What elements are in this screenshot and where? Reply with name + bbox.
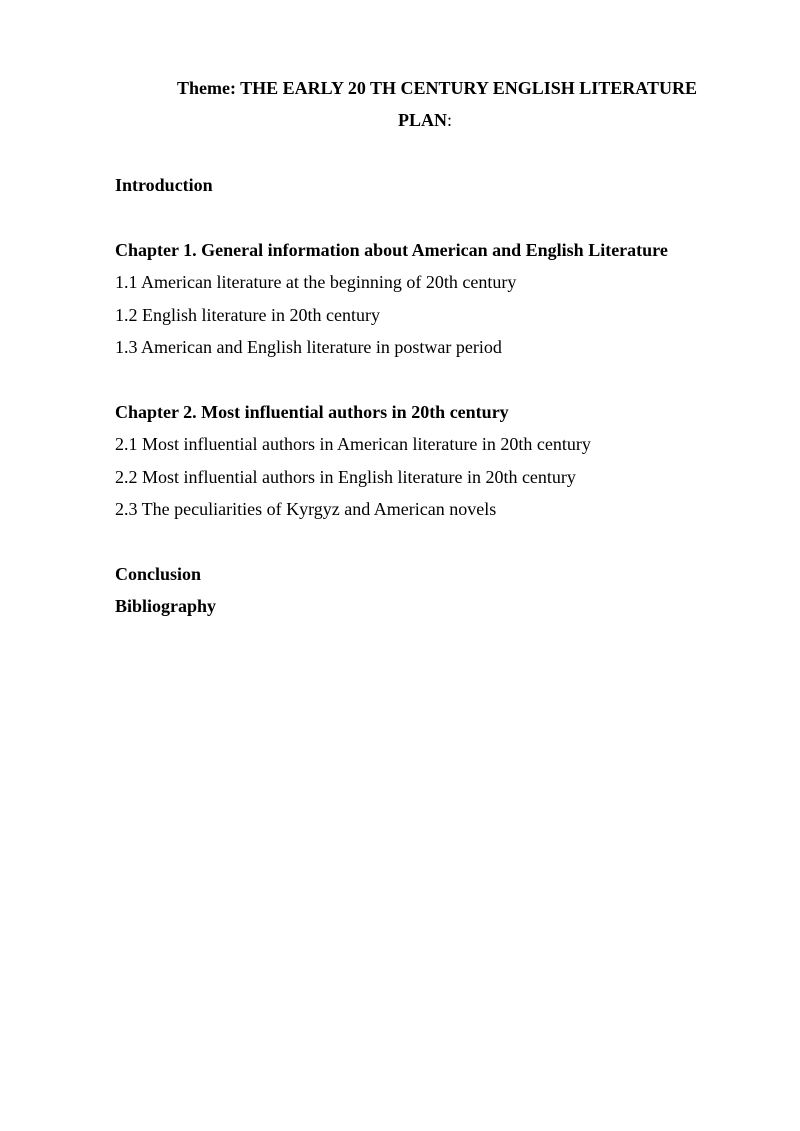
conclusion-heading: Conclusion [115,564,202,584]
chapter-1-item: 1.3 American and English literature in postwar period [115,337,502,357]
theme-title: Theme: THE EARLY 20 TH CENTURY ENGLISH LITERATURE [177,78,697,98]
plan-label: PLAN [397,110,447,130]
bibliography-heading: Bibliography [115,596,217,616]
introduction-heading: Introduction [115,175,213,195]
chapter-2-item: 2.3 The peculiarities of Kyrgyz and American novels [115,499,497,519]
chapter-2-item: 2.2 Most influential authors in English literature in 20th century [115,467,576,487]
chapter-2-title: Chapter 2. Most influential authors in 20th century [115,402,509,422]
chapter-2-item: 2.1 Most influential authors in American literature in 20th century [115,434,591,454]
chapter-1-title: Chapter 1. General information about American and English Literature [115,240,668,260]
chapter-1-item: 1.1 American literature at the beginning of 20th century [115,272,517,292]
plan-heading [0,109,800,131]
plan-colon: : [446,110,452,130]
chapter-1-item: 1.2 English literature in 20th century [115,305,380,325]
